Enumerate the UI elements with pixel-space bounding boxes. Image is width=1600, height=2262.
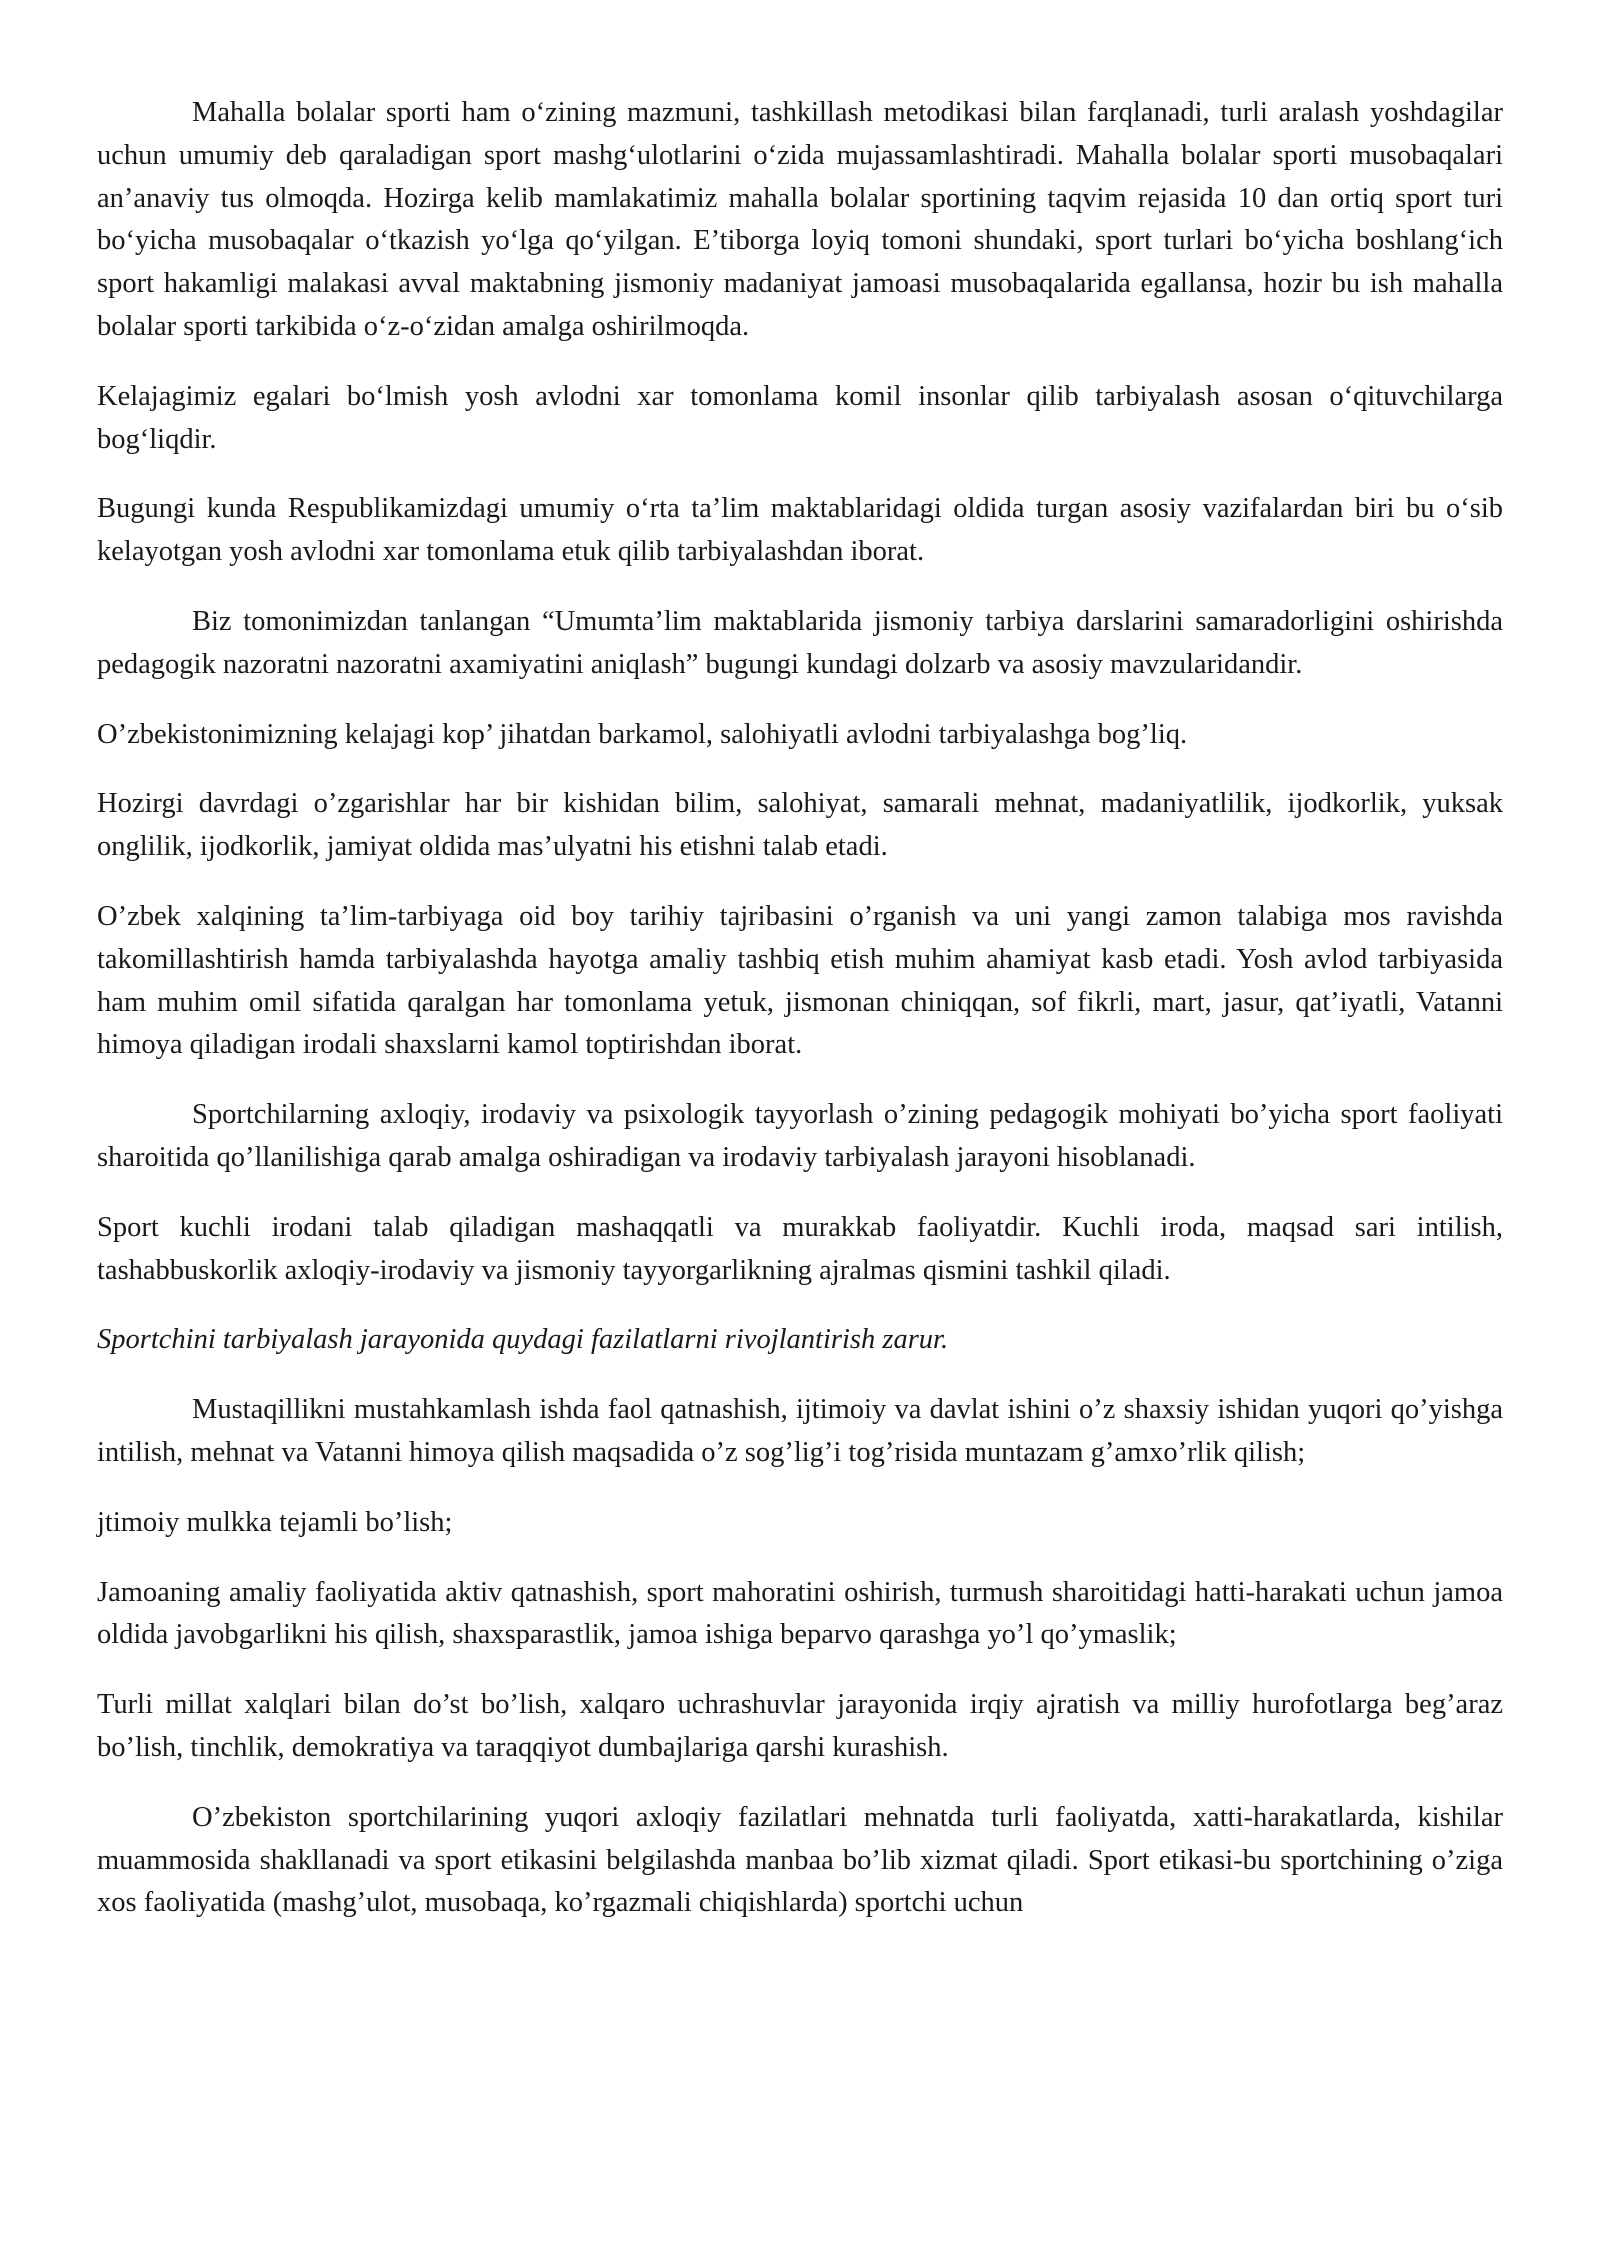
paragraph-chosen-topic: Biz tomonimizdan tanlangan “Umumta’lim maktablarida jismoniy tarbiya darslarini samaradorligini oshirishda pedagogik nazoratni nazoratni axamiyatini aniqlash” bugungi kundagi dolzarb va asosiy mavzularidandir. <box>97 605 1503 680</box>
document-page <box>97 92 1503 1952</box>
paragraph-independence: Mustaqillikni mustahkamlash ishda faol qatnashish, ijtimoiy va davlat ishini o’z shaxsiy ishidan yuqori qo’yishga intilish, mehnat va Vatanni himoya qilish maqsadida o’z sog’lig’i tog’risida muntazam g’amxo’rlik qilish; <box>97 1394 1503 1468</box>
paragraph-uzbek-people: O’zbek xalqining ta’lim-tarbiyaga oid boy tarihiy tajribasini o’rganish va uni yangi zamon talabiga mos ravishda takomillashtirish hamda tarbiyalashda hayotga amaliy tashbiq etish muhim ahamiyat kasb etadi. Yosh avlod tarbiyasida ham muhim omil sifatida qaralgan har tomonlama yetuk, jismonan chiniqqan, sof fikrli, mart, jasur, qat’iyatli, Vatanni himoya qiladigan irodali shaxslarni kamol toptirishdan iborat. <box>97 900 1503 1061</box>
paragraph-friendship-nations: Turli millat xalqlari bilan do’st bo’lish, xalqaro uchrashuvlar jarayonida irqiy ajratish va milliy hurofotlarga beg’araz bo’lish, tinchlik, demokratiya va taraqqiyot dumbajlariga qarshi kurashish. <box>97 1689 1503 1763</box>
paragraph-future-owners: Kelajagimiz egalari boʻlmish yosh avlodni xar tomonlama komil insonlar qilib tarbiyalash asosan oʻqituvchilarga bogʻliqdir. <box>97 380 1503 455</box>
paragraph-qualities-heading: Sportchini tarbiyalash jarayonida quydagi fazilatlarni rivojlantirish zarur. <box>97 1324 949 1356</box>
paragraph-team-activity: Jamoaning amaliy faoliyatida aktiv qatnashish, sport mahoratini oshirish, turmush sharoitidagi hatti-harakati uchun jamoa oldida javobgarlikni his qilish, shaxsparastlik, jamoa ishiga beparvo qarashga yo’l qo’ymaslik; <box>97 1576 1503 1651</box>
paragraph-uzbekistan-future: O’zbekistonimizning kelajagi kop’ jihatdan barkamol, salohiyatli avlodni tarbiyalashga bog’liq. <box>97 718 1188 750</box>
paragraph-athletes-moral: Sportchilarning axloqiy, irodaviy va psixologik tayyorlash o’zining pedagogik mohiyati bo’yicha sport faoliyati sharoitida qo’llanilishiga qarab amalga oshiradigan va irodaviy tarbiyalash jarayoni hisoblanadi. <box>97 1099 1503 1173</box>
paragraph-social-property: jtimoiy mulkka tejamli bo’lish; <box>97 1506 453 1538</box>
paragraph-today-schools: Bugungi kunda Respublikamizdagi umumiy oʻrta ta’lim maktablaridagi oldida turgan asosiy vazifalardan biri bu oʻsib kelayotgan yosh avlodni xar tomonlama etuk qilib tarbiyalashdan iborat. <box>97 493 1503 568</box>
paragraph-sport-ethics: O’zbekiston sportchilarining yuqori axloqiy fazilatlari mehnatda turli faoliyatda, xatti-harakatlarda, kishilar muammosida shakllanadi va sport etikasini belgilashda manbaa bo’lib xizmat qiladi. Sport etikasi-bu sportchining o’ziga xos faoliyatida (mashg’ulot, musobaqa, ko’rgazmali chiqishlarda) sportchi uchun <box>97 1801 1503 1919</box>
paragraph-mahalla-sport: Mahalla bolalar sporti ham oʻzining mazmuni, tashkillash metodikasi bilan farqlanadi, turli aralash yoshdagilar uchun umumiy deb qaraladigan sport mashgʻulotlarini oʻzida mujassamlashtiradi. Mahalla bolalar sporti musobaqalari an’anaviy tus olmoqda. Hozirga kelib mamlakatimiz mahalla bolalar sportining taqvim rejasida 10 dan ortiq sport turi boʻyicha musobaqalar oʻtkazish yoʻlga qoʻyilgan. E’tiborga loyiq tomoni shundaki, sport turlari boʻyicha boshlangʻich sport hakamligi malakasi avval maktabning jismoniy madaniyat jamoasi musobaqalarida egallansa, hozir bu ish mahalla bolalar sporti tarkibida oʻz-oʻzidan amalga oshirilmoqda. <box>97 97 1503 342</box>
paragraph-sport-willpower: Sport kuchli irodani talab qiladigan mashaqqatli va murakkab faoliyatdir. Kuchli iroda, maqsad sari intilish, tashabbuskorlik axloqiy-irodaviy va jismoniy tayyorgarlikning ajralmas qismini tashkil qiladi. <box>97 1211 1503 1286</box>
paragraph-current-changes: Hozirgi davrdagi o’zgarishlar har bir kishidan bilim, salohiyat, samarali mehnat, madaniyatlilik, ijodkorlik, yuksak onglilik, ijodkorlik, jamiyat oldida mas’ulyatni his etishni talab etadi. <box>97 788 1503 863</box>
